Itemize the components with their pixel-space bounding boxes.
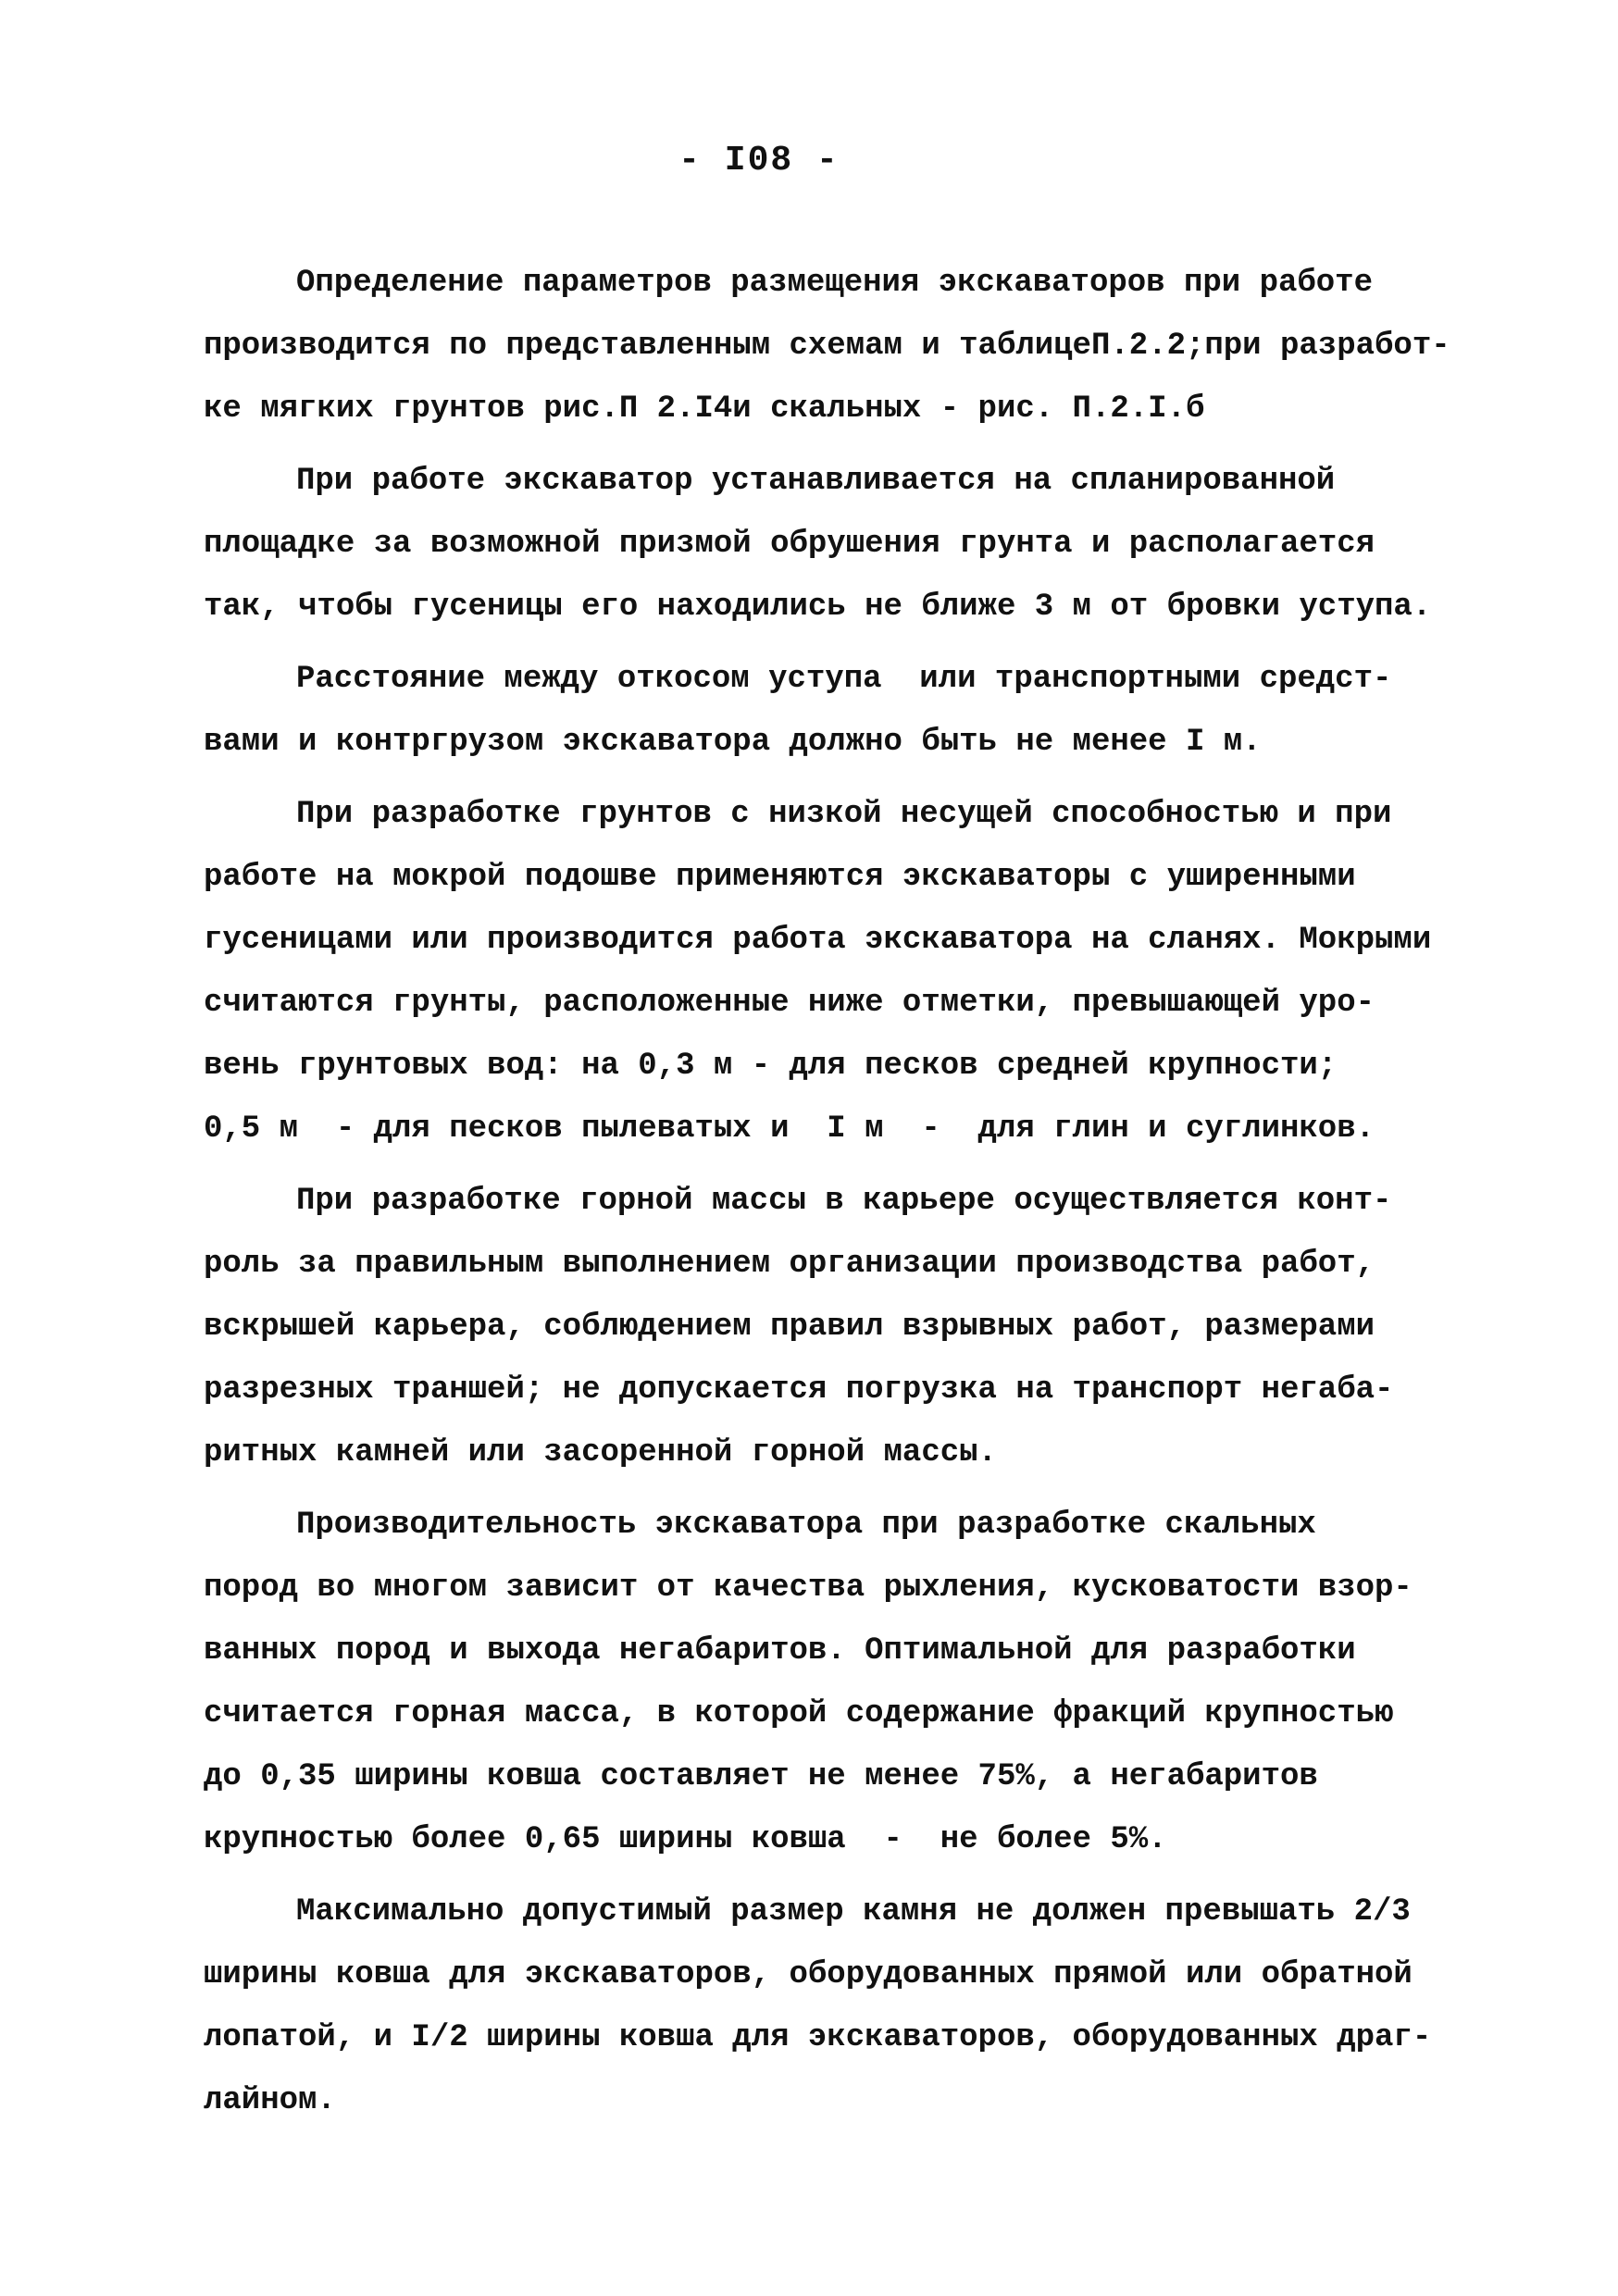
paragraph — [204, 252, 1450, 441]
text-line: разрезных траншей; не допускается погрузка на транспорт негаба- — [204, 1372, 1394, 1408]
text-line: ритных камней или засоренной горной массы. — [204, 1435, 997, 1471]
text-line: считаются грунты, расположенные ниже отметки, превышающей уро- — [204, 986, 1375, 1021]
text-line: ванных пород и выхода негабаритов. Оптимальной для разработки — [204, 1633, 1356, 1669]
paragraph — [204, 783, 1432, 1160]
text-line: так, чтобы гусеницы его находились не ближе 3 м от бровки уступа. — [204, 590, 1432, 625]
text-line: ширины ковша для экскаваторов, оборудованных прямой или обратной — [204, 1957, 1413, 1992]
text-line: крупностью более 0,65 ширины ковша - не более 5%. — [204, 1822, 1167, 1857]
text-line: вами и контргрузом экскаватора должно быть не менее I м. — [204, 725, 1262, 760]
text-line: лайном. — [204, 2083, 336, 2118]
text-line: площадке за возможной призмой обрушения грунта и располагается — [204, 527, 1375, 562]
text-line: ке мягких грунтов рис.П 2.I4и скальных - рис. П.2.I.б — [204, 391, 1205, 427]
text-line: до 0,35 ширины ковша составляет не менее 75%, а негабаритов — [204, 1759, 1318, 1794]
text-line: пород во многом зависит от качества рыхления, кусковатости взор- — [204, 1570, 1413, 1606]
page-number: - I08 - — [678, 141, 840, 180]
paragraph — [204, 648, 1425, 774]
text-line: При разработке горной массы в карьере осуществляется конт- — [296, 1184, 1392, 1219]
text-line: производится по представленным схемам и таблицеП.2.2;при разработ- — [204, 329, 1450, 364]
document-body — [204, 252, 1450, 2132]
text-line: вскрышей карьера, соблюдением правил взрывных работ, размерами — [204, 1309, 1375, 1345]
paragraph — [204, 1880, 1432, 2132]
text-line: Определение параметров размещения экскаваторов при работе — [296, 266, 1373, 301]
paragraph — [204, 1494, 1425, 1871]
paragraph — [204, 1170, 1425, 1484]
text-line: 0,5 м - для песков пылеватых и I м - для глин и суглинков. — [204, 1111, 1375, 1147]
text-line: гусеницами или производится работа экскаватора на сланях. Мокрыми — [204, 923, 1432, 958]
text-line: роль за правильным выполнением организации производства работ, — [204, 1247, 1375, 1282]
text-line: вень грунтовых вод: на 0,3 м - для песков средней крупности; — [204, 1049, 1338, 1084]
text-line: Максимально допустимый размер камня не должен превышать 2/3 — [296, 1894, 1411, 1930]
text-line: Производительность экскаватора при разработке скальных — [296, 1508, 1316, 1543]
text-line: считается горная масса, в которой содержание фракций крупностью — [204, 1696, 1394, 1731]
text-line: работе на мокрой подошве применяются экскаваторы с уширенными — [204, 860, 1356, 895]
text-line: При работе экскаватор устанавливается на спланированной — [296, 464, 1336, 499]
text-line: лопатой, и I/2 ширины ковша для экскаваторов, оборудованных драг- — [204, 2020, 1432, 2055]
text-line: Расстояние между откосом уступа или транспортными средст- — [296, 662, 1392, 697]
paragraph — [204, 450, 1432, 639]
text-line: При разработке грунтов с низкой несущей способностью и при — [296, 797, 1392, 832]
